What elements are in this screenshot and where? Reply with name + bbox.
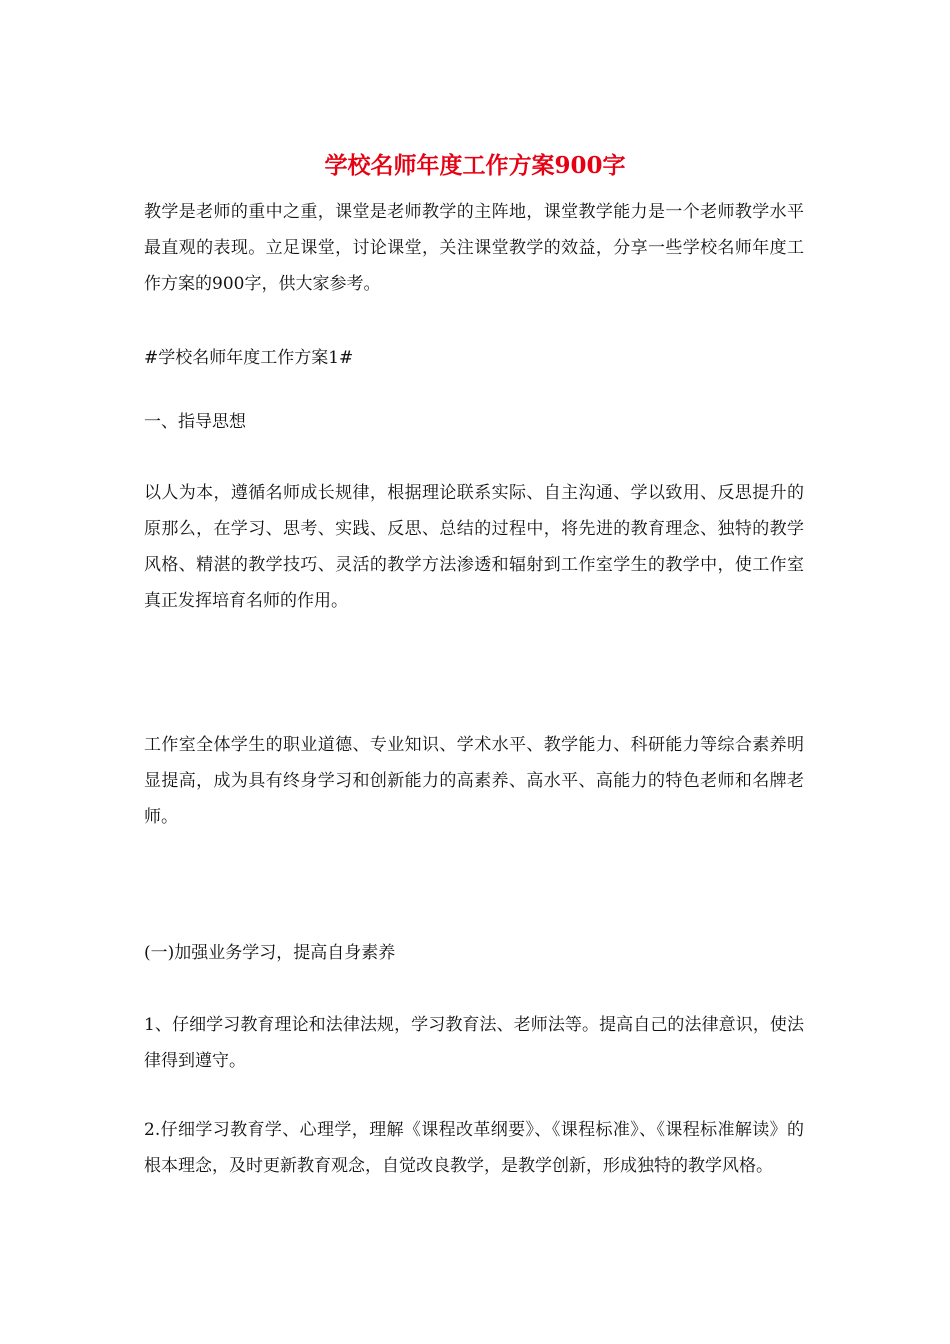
list-item-1: 1、仔细学习教育理论和法律法规，学习教育法、老师法等。提高自己的法律意识，使法律得到遵守。 [144, 1015, 804, 1071]
subsection1-heading: (一)加强业务学习，提高自身素养 [144, 943, 396, 963]
section-heading: #学校名师年度工作方案1# [144, 348, 354, 368]
goal-paragraph: 工作室全体学生的职业道德、专业知识、学术水平、教学能力、科研能力等综合素养明显提高，成为具有终身学习和创新能力的高素养、高水平、高能力的特色老师和名牌老师。 [144, 735, 804, 827]
part1-body-paragraph: 以人为本，遵循名师成长规律，根据理论联系实际、自主沟通、学以致用、反思提升的原那么，在学习、思考、实践、反思、总结的过程中，将先进的教育理念、独特的教学风格、精湛的教学技巧、灵活的教学方法渗透和辐射到工作室学生的教学中，使工作室真正发挥培育名师的作用。 [144, 483, 804, 611]
intro-paragraph: 教学是老师的重中之重，课堂是老师教学的主阵地，课堂教学能力是一个老师教学水平最直观的表现。立足课堂，讨论课堂，关注课堂教学的效益，分享一些学校名师年度工作方案的900字，供大家参考。 [144, 202, 804, 294]
list-item-2: 2.仔细学习教育学、心理学，理解《课程改革纲要》、《课程标准》、《课程标准解读》的根本理念，及时更新教育观念，自觉改良教学，是教学创新，形成独特的教学风格。 [144, 1120, 804, 1176]
document-title: 学校名师年度工作方案900字 [324, 152, 626, 179]
part1-heading: 一、指导思想 [144, 412, 246, 432]
